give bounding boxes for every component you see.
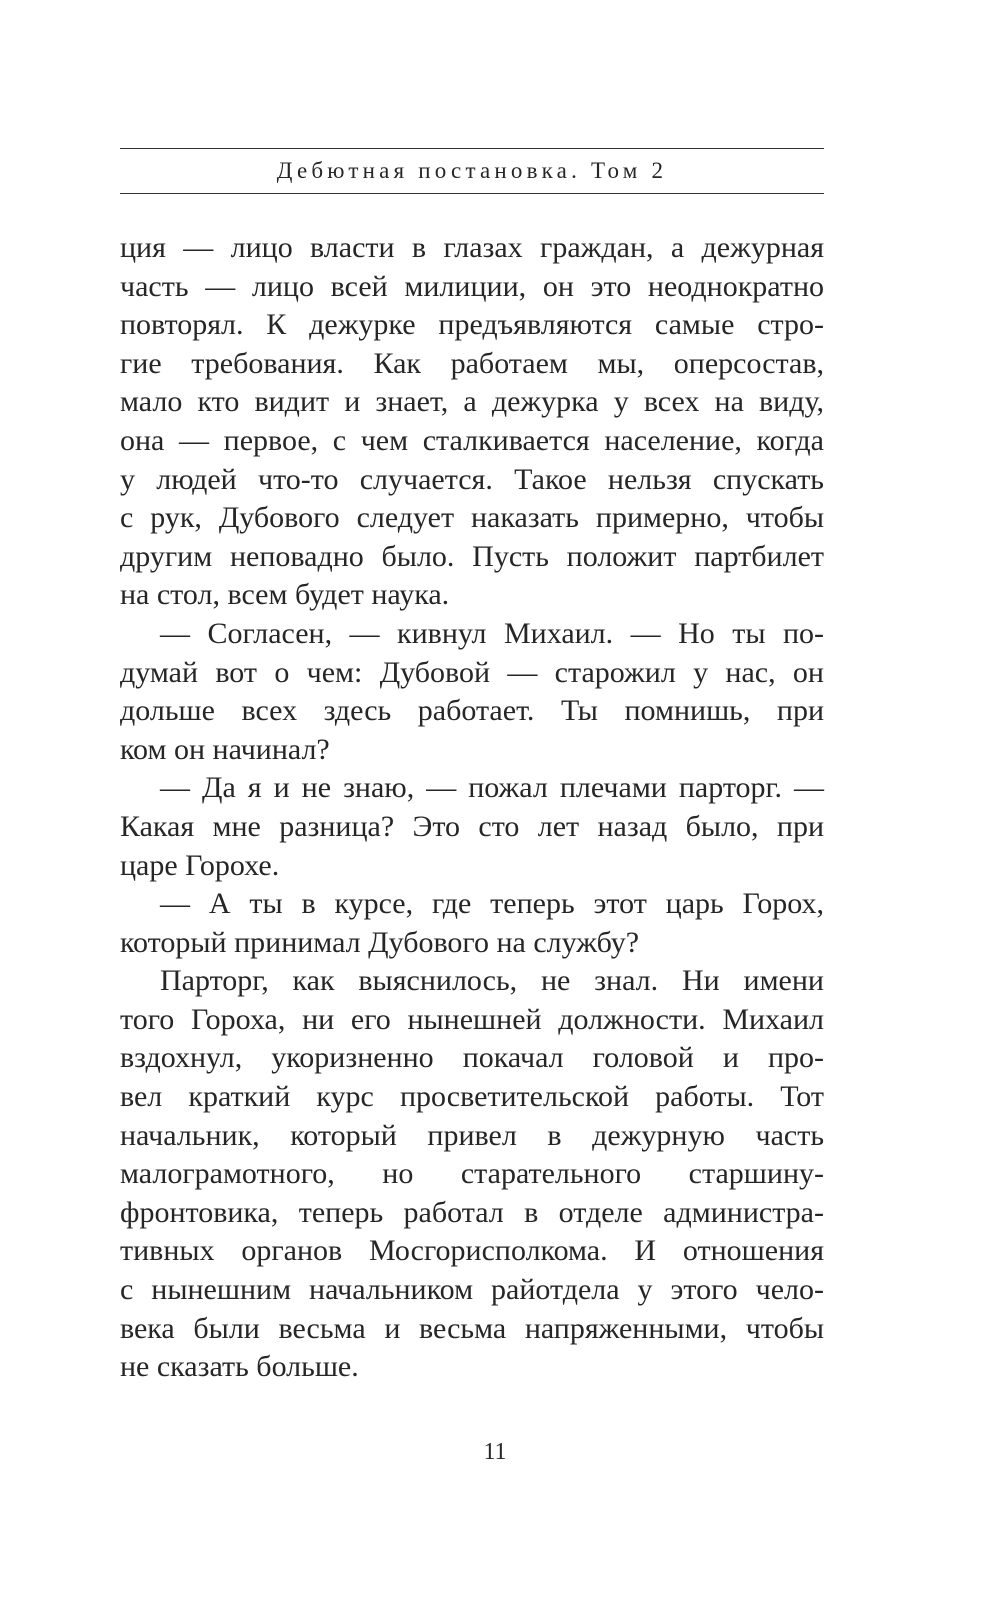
- running-head: Дебютная постановка. Том 2: [276, 158, 668, 183]
- text-line: гие требования. Как работаем мы, оперсостав,: [120, 346, 824, 380]
- text-line: повторял. К дежурке предъявляются самые стро-: [120, 308, 824, 342]
- text-line: думай вот о чем: Дубовой — старожил у нас, он: [120, 655, 824, 689]
- text-line: Парторг, как выяснилось, не знал. Ни имени: [160, 964, 824, 998]
- text-line: тивных органов Мосгорисполкома. И отношения: [120, 1234, 824, 1268]
- text-line: вздохнул, укоризненно покачал головой и про-: [120, 1041, 824, 1075]
- paragraph: [120, 962, 824, 1387]
- text-line: который принимал Дубового на службу?: [120, 925, 640, 959]
- text-line: — Согласен, — кивнул Михаил. — Но ты по-: [160, 616, 824, 650]
- text-line: с нынешним начальником райотдела у этого чело-: [120, 1273, 824, 1307]
- page-number: 11: [483, 1439, 507, 1465]
- text-line: вел краткий курс просветительской работы. Тот: [120, 1080, 824, 1114]
- text-line: века были весьма и весьма напряженными, чтобы: [120, 1311, 824, 1345]
- text-line: на стол, всем будет наука.: [120, 578, 450, 612]
- paragraph: [120, 769, 824, 885]
- text-line: — Да я и не знаю, — пожал плечами парторг. —: [160, 771, 824, 805]
- text-line: у людей что-то случается. Такое нельзя спускать: [120, 462, 824, 496]
- text-line: часть — лицо всей милиции, он это неоднократно: [120, 269, 824, 303]
- text-line: дольше всех здесь работает. Ты помнишь, при: [120, 694, 824, 728]
- text-line: царе Горохе.: [120, 848, 280, 882]
- paragraph: [120, 885, 824, 962]
- text-line: фронтовика, теперь работал в отделе администра-: [120, 1195, 824, 1229]
- text-line: малограмотного, но старательного старшину-: [120, 1157, 824, 1191]
- text-line: ция — лицо власти в глазах граждан, а дежурная: [120, 231, 824, 264]
- header-rule-bottom: [120, 193, 824, 194]
- text-line: другим неповадно было. Пусть положит партбилет: [120, 539, 824, 573]
- text-line: ком он начинал?: [120, 732, 330, 766]
- body-text: [120, 229, 824, 1387]
- text-line: мало кто видит и знает, а дежурка у всех на виду,: [120, 385, 824, 419]
- text-line: с рук, Дубового следует наказать примерно, чтобы: [120, 501, 824, 535]
- text-line: того Гороха, ни его нынешней должности. Михаил: [120, 1002, 824, 1036]
- text-line: не сказать больше.: [120, 1350, 359, 1384]
- text-line: она — первое, с чем сталкивается население, когда: [120, 423, 824, 457]
- header-rule-top: [120, 148, 824, 149]
- text-line: начальник, который привел в дежурную часть: [120, 1118, 824, 1152]
- paragraph: [120, 229, 824, 615]
- paragraph: [120, 615, 824, 769]
- text-line: Какая мне разница? Это сто лет назад было, при: [120, 809, 824, 843]
- text-line: — А ты в курсе, где теперь этот царь Горох,: [160, 887, 824, 921]
